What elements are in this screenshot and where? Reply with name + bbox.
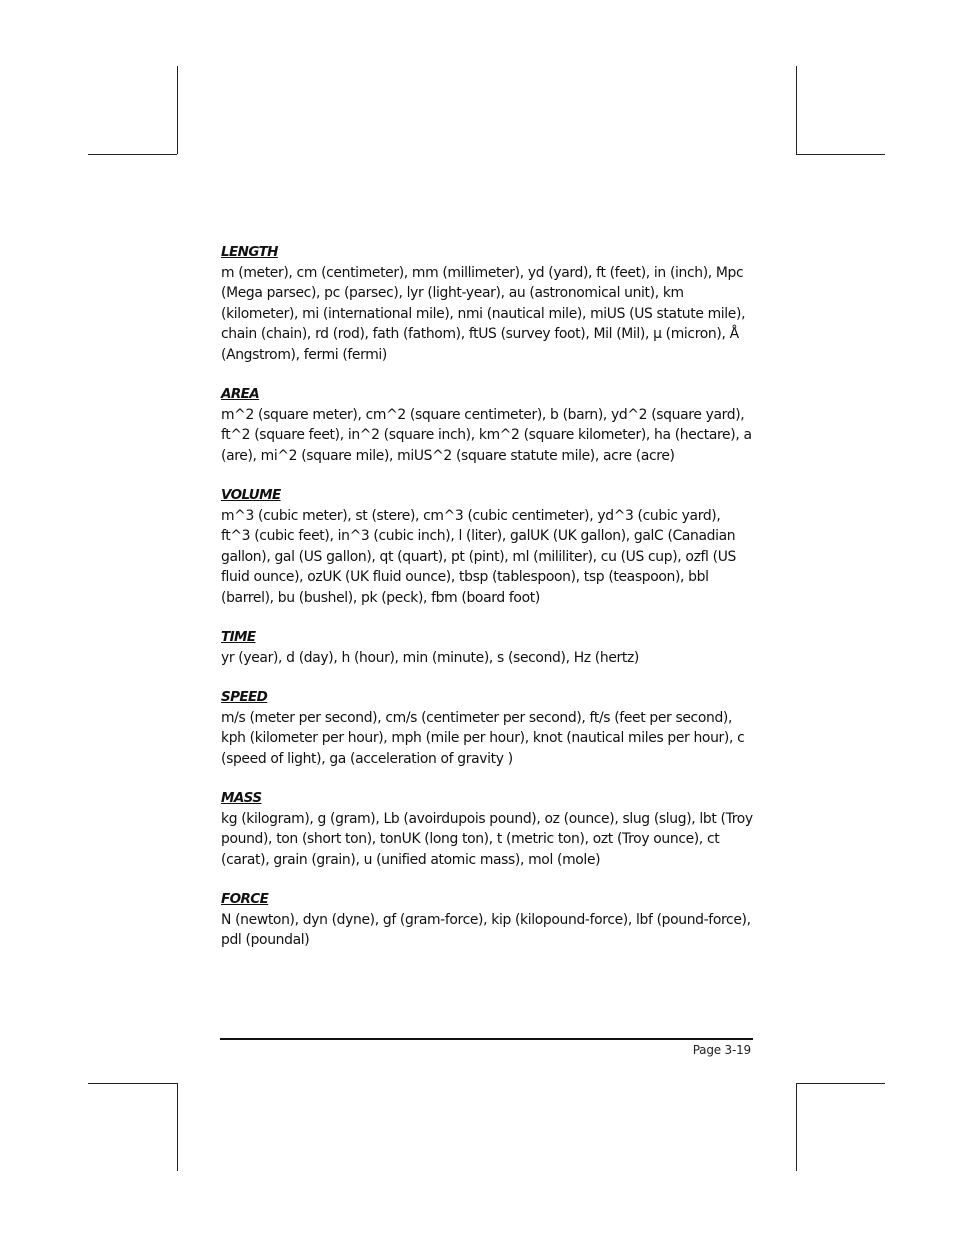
section-volume — [221, 485, 753, 608]
section-speed — [221, 687, 753, 769]
crop-mark-top-right-vertical — [796, 66, 797, 154]
crop-mark-top-left-vertical — [177, 66, 178, 154]
section-time — [221, 627, 753, 668]
section-text: yr (year), d (day), h (hour), min (minute), s (second), Hz (hertz) — [221, 649, 639, 666]
section-heading: VOLUME — [221, 487, 281, 503]
section-text: m^2 (square meter), cm^2 (square centimeter), b (barn), yd^2 (square yard), ft^2 (square feet), in^2 (square inch), km^2 (square kilometer), ha (hectare), a (are), mi^2 (square mile), miUS^2 (square statute mile), acre (acre) — [221, 406, 752, 464]
crop-mark-top-left-horizontal — [88, 154, 177, 155]
section-text: kg (kilogram), g (gram), Lb (avoirdupois pound), oz (ounce), slug (slug), lbt (Troy pound), ton (short ton), tonUK (long ton), t (metric ton), ozt (Troy ounce), ct (carat), grain (grain), u (unified atomic mass), mol (mole) — [221, 810, 753, 868]
units-list — [221, 242, 753, 970]
section-mass — [221, 788, 753, 870]
crop-mark-bottom-right-vertical — [796, 1083, 797, 1171]
section-area — [221, 384, 753, 466]
section-text: m^3 (cubic meter), st (stere), cm^3 (cubic centimeter), yd^3 (cubic yard), ft^3 (cubic feet), in^3 (cubic inch), l (liter), galUK (UK gallon), galC (Canadian gallon), gal (US gallon), qt (quart), pt (pint), ml (mililiter), cu (US cup), ozfl (US fluid ounce), ozUK (UK fluid ounce), tbsp (tablespoon), tsp (teaspoon), bbl (barrel), bu (bushel), pk (peck), fbm (board foot) — [221, 507, 736, 606]
section-heading: AREA — [221, 386, 260, 402]
crop-mark-bottom-right-horizontal — [796, 1083, 885, 1084]
section-length — [221, 242, 753, 365]
section-heading: MASS — [221, 790, 262, 806]
section-force — [221, 889, 753, 951]
crop-mark-top-right-horizontal — [796, 154, 885, 155]
page-number: Page 3-19 — [692, 1043, 751, 1057]
section-text: m/s (meter per second), cm/s (centimeter per second), ft/s (feet per second), kph (kilometer per hour), mph (mile per hour), knot (nautical miles per hour), c (speed of light), ga (acceleration of gravity ) — [221, 709, 745, 767]
section-heading: LENGTH — [221, 244, 278, 260]
section-text: m (meter), cm (centimeter), mm (millimeter), yd (yard), ft (feet), in (inch), Mpc (Mega parsec), pc (parsec), lyr (light-year), au (astronomical unit), km (kilometer), mi (international mile), nmi (nautical mile), miUS (US statute mile), chain (chain), rd (rod), fath (fathom), ftUS (survey foot), Mil (Mil), μ (micron), Å (Angstrom), fermi (fermi) — [221, 264, 746, 363]
footer-rule — [220, 1038, 753, 1040]
section-heading: TIME — [221, 629, 256, 645]
section-text: N (newton), dyn (dyne), gf (gram-force), kip (kilopound-force), lbf (pound-force), pdl (poundal) — [221, 911, 751, 948]
section-heading: FORCE — [221, 891, 269, 907]
crop-mark-bottom-left-vertical — [177, 1083, 178, 1171]
crop-mark-bottom-left-horizontal — [88, 1083, 177, 1084]
section-heading: SPEED — [221, 689, 268, 705]
